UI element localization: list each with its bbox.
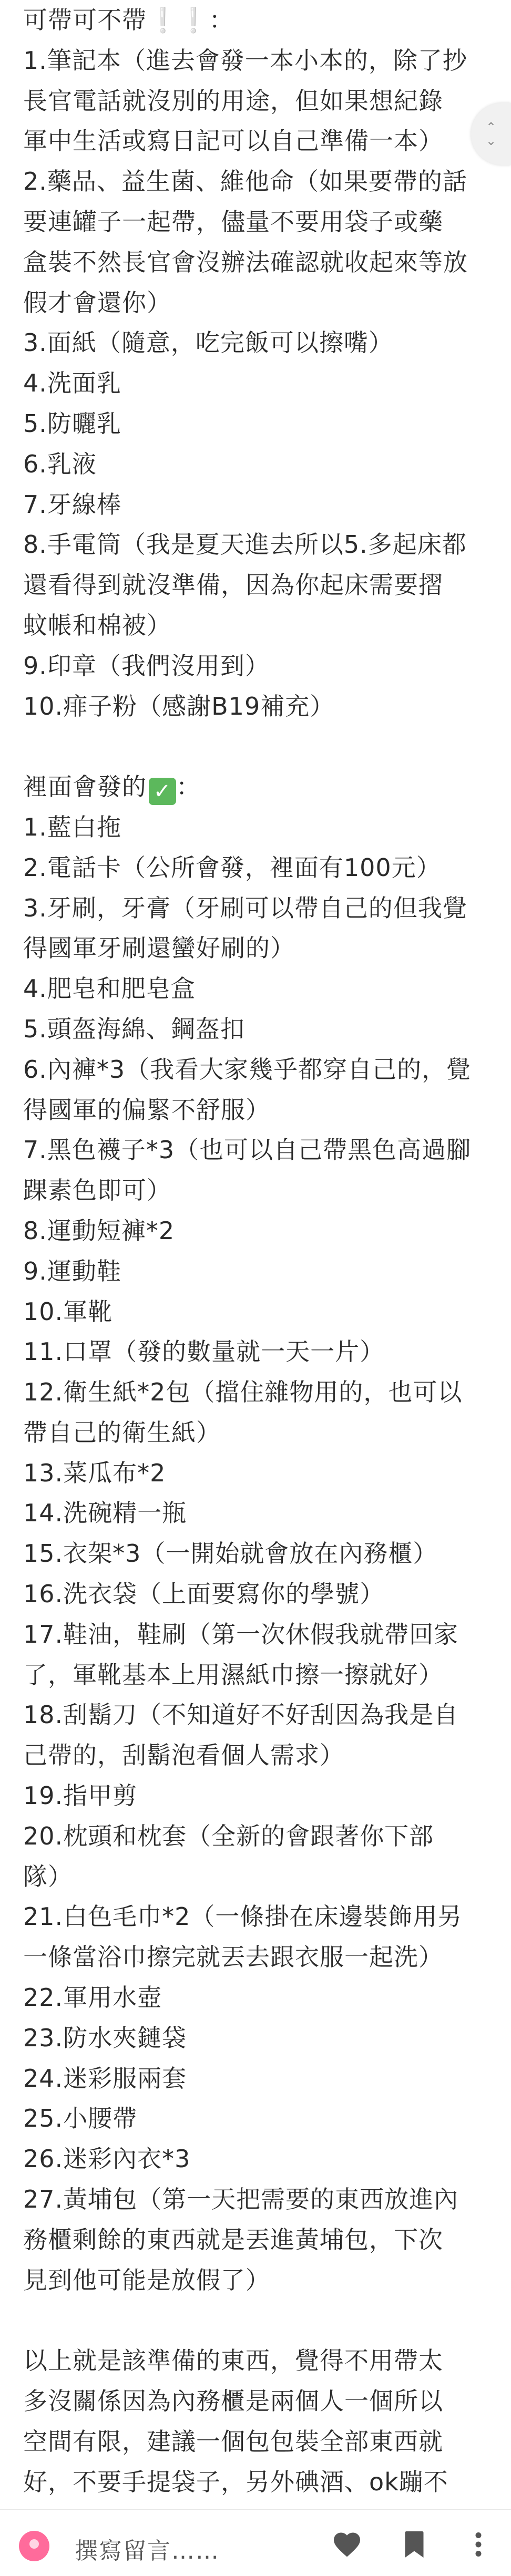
text-line-content: 了，軍靴基本上用濕紙巾擦一擦就好） [23,1660,443,1689]
heading-suffix: ： [209,6,234,34]
bookmark-icon[interactable] [398,2529,430,2560]
heading-suffix: ： [176,772,201,801]
comment-input[interactable]: 撰寫留言…… [75,2538,220,2564]
text-line-content: 6.內褲*3（我看大家幾乎都穿自己的，覺 [23,1055,472,1084]
text-line [23,928,491,968]
text-line [23,404,491,444]
text-line [23,1130,491,1170]
text-line-content: 假才會還你） [23,288,171,317]
text-line-content: 21.白色毛巾*2（一條掛在床邊裝飾用另 [23,1902,463,1931]
text-line-content: 23.防水夾鏈袋 [23,2023,187,2052]
text-line [23,323,491,363]
text-line-content: 隊） [23,1862,73,1891]
text-line [23,1574,491,1614]
text-line-content: 25.小腰帶 [23,2104,138,2133]
text-line [23,767,491,807]
article-body [23,0,491,2502]
avatar[interactable] [19,2531,49,2561]
heart-icon[interactable] [331,2529,363,2560]
more-vertical-icon[interactable] [463,2529,494,2560]
chevron-up-icon: ⌃ [485,120,497,135]
text-line-content: 2.藥品、益生菌、維他命（如果要帶的話 [23,167,467,196]
text-line [23,1776,491,1816]
text-line [23,565,491,605]
text-line [23,2098,491,2139]
text-line-content: 盒裝不然長官會沒辦法確認就收起來等放 [23,248,468,276]
text-line [23,363,491,404]
text-line-content: 蚊帳和棉被） [23,611,171,640]
check-mark-icon: ✓ [149,778,176,805]
text-line [23,1816,491,1857]
text-line [23,1413,491,1453]
text-line-content: 4.洗面乳 [23,369,121,398]
text-line [23,121,491,161]
text-line-content: 22.軍用水壺 [23,1983,162,2012]
text-line-content: 3.面紙（隨意，吃完飯可以擦嘴） [23,328,393,357]
chevron-down-icon: ⌄ [485,133,497,148]
text-line-content: 多沒關係因為內務櫃是兩個人一個所以 [23,2387,443,2416]
text-line-content: 3.牙刷，牙膏（牙刷可以帶自己的但我覺 [23,893,467,922]
text-line-content: 己帶的，刮鬍泡看個人需求） [23,1741,344,1770]
text-line-content: 9.運動鞋 [23,1256,121,1285]
text-line [23,1937,491,1977]
text-line-content: 見到他可能是放假了） [23,2265,270,2294]
text-line [23,202,491,242]
text-line-content: 1.藍白拖 [23,812,121,841]
text-line-content: 6.乳液 [23,449,97,478]
text-line [23,2260,491,2301]
text-line-content: 15.衣架*3（一開始就會放在內務櫃） [23,1539,438,1568]
text-line-content: 帶自己的衛生紙） [23,1418,221,1447]
text-line-content: 12.衛生紙*2包（擋住雜物用的，也可以 [23,1378,463,1407]
text-line [23,848,491,888]
text-line-content: 軍中生活或寫日記可以自己準備一本） [23,127,443,156]
blank-line [23,726,491,767]
text-line [23,2462,491,2502]
text-line-content: 27.黃埔包（第一天把需要的東西放進內 [23,2185,459,2214]
text-line-content: 踝素色即可） [23,1176,171,1205]
text-line [23,1655,491,1695]
text-line [23,2058,491,2099]
text-line [23,1695,491,1735]
text-line-content: 務櫃剩餘的東西就是丟進黃埔包，下次 [23,2225,443,2254]
text-line-content: 5.防曬乳 [23,409,121,438]
text-line-content: 以上就是該準備的東西，覺得不用帶太 [23,2346,443,2375]
text-line-content: 24.迷彩服兩套 [23,2064,187,2093]
text-line-content: 5.頭盔海綿、鋼盔扣 [23,1014,245,1043]
text-line-content: 一條當浴巾擦完就丟去跟衣服一起洗） [23,1943,443,1972]
text-line-content: 11.口罩（發的數量就一天一片） [23,1337,385,1366]
exclamation-icon: ❕❕ [148,6,209,34]
text-line [23,81,491,121]
text-line [23,2341,491,2381]
text-line [23,605,491,646]
text-line [23,0,491,40]
text-line [23,646,491,686]
text-line-content: 4.肥皂和肥皂盒 [23,974,196,1003]
text-line [23,485,491,525]
text-line-content: 7.黑色襪子*3（也可以自己帶黑色高過腳 [23,1136,472,1165]
text-line [23,1372,491,1413]
text-line [23,968,491,1009]
text-line [23,444,491,485]
text-line [23,2018,491,2058]
text-line-content: 還看得到就沒準備，因為你起床需要摺 [23,571,443,600]
text-line [23,888,491,929]
text-line [23,2422,491,2462]
text-line [23,1533,491,1574]
text-line-content: 16.洗衣袋（上面要寫你的學號） [23,1580,385,1609]
text-line-content: 20.枕頭和枕套（全新的會跟著你下部 [23,1821,434,1850]
text-line [23,1857,491,1897]
text-line-content: 可帶可不帶 [23,6,147,34]
text-line-content: 空間有限，建議一個包包裝全部東西就 [23,2427,443,2456]
text-line-content: 19.指甲剪 [23,1781,138,1810]
text-line [23,1292,491,1332]
text-line-content: 9.印章（我們沒用到） [23,651,270,680]
text-line [23,1211,491,1251]
text-line [23,1897,491,1937]
text-line [23,161,491,202]
text-line-content: 1.筆記本（進去會發一本小本的，除了抄 [23,46,467,75]
text-line-content: 2.電話卡（公所會發，裡面有100元） [23,853,441,882]
text-line [23,2139,491,2179]
text-line-content: 好，不要手提袋子，另外碘酒、ok蹦不 [23,2467,448,2496]
text-line [23,1735,491,1776]
text-line [23,524,491,565]
text-line [23,283,491,323]
text-line-content: 8.手電筒（我是夏天進去所以5.多起床都 [23,530,467,559]
text-line-content: 17.鞋油，鞋刷（第一次休假我就帶回家 [23,1620,459,1648]
text-line-content: 10.痱子粉（感謝B19補充） [23,692,335,720]
text-line-content: 14.洗碗精一瓶 [23,1499,187,1528]
text-line [23,40,491,81]
text-line-content: 裡面會發的 [23,772,147,801]
text-line [23,1170,491,1211]
text-line [23,2179,491,2220]
text-line-content: 得國軍牙刷還蠻好刷的） [23,934,295,963]
text-line [23,242,491,283]
text-line [23,1977,491,2018]
text-line [23,1453,491,1493]
text-line [23,1614,491,1655]
bottom-bar [0,2509,511,2576]
text-line [23,1090,491,1130]
text-line-content: 18.刮鬍刀（不知道好不好刮因為我是自 [23,1701,459,1729]
text-line [23,686,491,727]
text-line [23,807,491,848]
text-line [23,1009,491,1049]
text-line-content: 長官電話就沒別的用途，但如果想紀錄 [23,86,443,115]
text-line [23,2220,491,2260]
text-line-content: 10.軍靴 [23,1297,113,1326]
text-line-content: 得國軍的偏緊不舒服） [23,1095,270,1124]
text-line [23,1332,491,1372]
text-line-content: 13.菜瓜布*2 [23,1458,166,1487]
text-line-content: 7.牙線棒 [23,490,121,519]
text-line [23,1049,491,1090]
text-line [23,1251,491,1292]
blank-line [23,2300,491,2341]
text-line-content: 8.運動短褲*2 [23,1216,175,1245]
text-line-content: 26.迷彩內衣*3 [23,2145,191,2173]
text-line [23,2381,491,2422]
text-line-content: 要連罐子一起帶，儘量不要用袋子或藥 [23,207,443,236]
text-line [23,1493,491,1533]
